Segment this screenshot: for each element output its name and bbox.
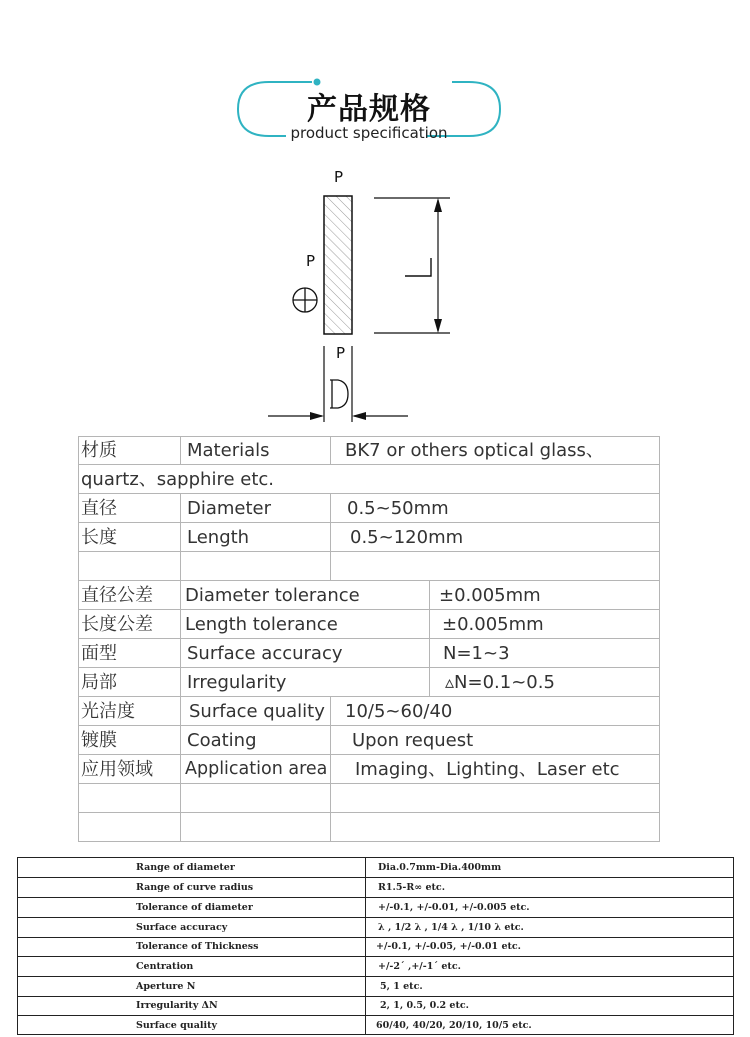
spec-table — [78, 436, 660, 842]
detail-label-aperture-n: Aperture N — [136, 981, 196, 992]
page-title: 产品规格 — [307, 92, 431, 127]
spec-en-materials: Materials — [187, 440, 270, 461]
detail-value-centration: +/-2´ ,+/-1´ etc. — [378, 961, 461, 972]
label-top-p: P — [334, 168, 344, 186]
rod-lens-diagram — [260, 160, 460, 430]
spec-value-materials: BK7 or others optical glass、 — [345, 440, 604, 461]
detail-label-centration: Centration — [136, 961, 194, 972]
detail-label-tolerance-of-thickness: Tolerance of Thickness — [136, 941, 259, 952]
detail-label-irregularity: Irregularity ΔN — [136, 1000, 218, 1011]
detail-value-aperture-n: 5, 1 etc. — [380, 981, 423, 992]
detail-value-surface-accuracy: λ , 1/2 λ , 1/4 λ , 1/10 λ etc. — [378, 922, 524, 933]
spec-cn-surface-quality: 光洁度 — [81, 701, 135, 722]
spec-cn-coating: 镀膜 — [81, 730, 117, 751]
spec-en-diameter-tolerance: Diameter tolerance — [185, 585, 360, 606]
spec-en-irregularity: Irregularity — [187, 672, 287, 693]
label-bottom-p: P — [336, 344, 346, 362]
detail-value-surface-quality: 60/40, 40/20, 20/10, 10/5 etc. — [376, 1020, 532, 1031]
detail-table — [17, 857, 734, 1035]
detail-value-tolerance-of-thickness: +/-0.1, +/-0.05, +/-0.01 etc. — [376, 941, 521, 952]
spec-value-materials-cont: quartz、sapphire etc. — [81, 469, 274, 490]
spec-value-coating: Upon request — [352, 730, 474, 751]
detail-label-surface-quality: Surface quality — [136, 1020, 217, 1031]
spec-cn-diameter: 直径 — [81, 498, 117, 519]
detail-value-range-of-diameter: Dia.0.7mm-Dia.400mm — [378, 862, 502, 873]
detail-label-tolerance-of-diameter: Tolerance of diameter — [136, 902, 253, 913]
spec-en-diameter: Diameter — [187, 498, 272, 519]
spec-cn-irregularity: 局部 — [81, 672, 117, 693]
spec-cn-materials: 材质 — [81, 440, 117, 461]
detail-value-curve-radius: R1.5-R∞ etc. — [378, 882, 446, 893]
spec-value-surface-accuracy: N=1~3 — [443, 643, 510, 664]
spec-cn-length: 长度 — [81, 527, 117, 548]
spec-en-length: Length — [187, 527, 250, 548]
spec-value-length: 0.5~120mm — [350, 527, 464, 548]
detail-label-surface-accuracy: Surface accuracy — [136, 922, 228, 933]
rod-drawing — [260, 160, 460, 430]
detail-label-range-of-diameter: Range of diameter — [136, 862, 235, 873]
spec-value-diameter: 0.5~50mm — [347, 498, 449, 519]
spec-en-surface-quality: Surface quality — [189, 701, 325, 722]
detail-label-curve-radius: Range of curve radius — [136, 882, 254, 893]
spec-en-coating: Coating — [187, 730, 257, 751]
spec-cn-diameter-tolerance: 直径公差 — [81, 585, 153, 606]
spec-value-length-tolerance: ±0.005mm — [442, 614, 544, 635]
spec-en-application-area: Application area — [185, 759, 328, 779]
page-subtitle: product specification — [290, 124, 448, 142]
spec-cn-surface-accuracy: 面型 — [81, 643, 117, 664]
spec-value-diameter-tolerance: ±0.005mm — [439, 585, 541, 606]
spec-en-surface-accuracy: Surface accuracy — [187, 643, 343, 664]
section-title-badge — [236, 76, 502, 142]
spec-cn-application-area: 应用领域 — [81, 759, 153, 780]
detail-value-irregularity: 2, 1, 0.5, 0.2 etc. — [380, 1000, 469, 1011]
spec-cn-length-tolerance: 长度公差 — [81, 614, 153, 635]
spec-value-irregularity: ▵N=0.1~0.5 — [445, 672, 555, 693]
spec-value-surface-quality: 10/5~60/40 — [345, 701, 453, 722]
detail-value-tolerance-of-diameter: +/-0.1, +/-0.01, +/-0.005 etc. — [378, 902, 530, 913]
label-left-p: P — [306, 252, 316, 270]
spec-value-application-area: Imaging、Lighting、Laser etc — [355, 759, 620, 780]
spec-en-length-tolerance: Length tolerance — [185, 614, 338, 635]
